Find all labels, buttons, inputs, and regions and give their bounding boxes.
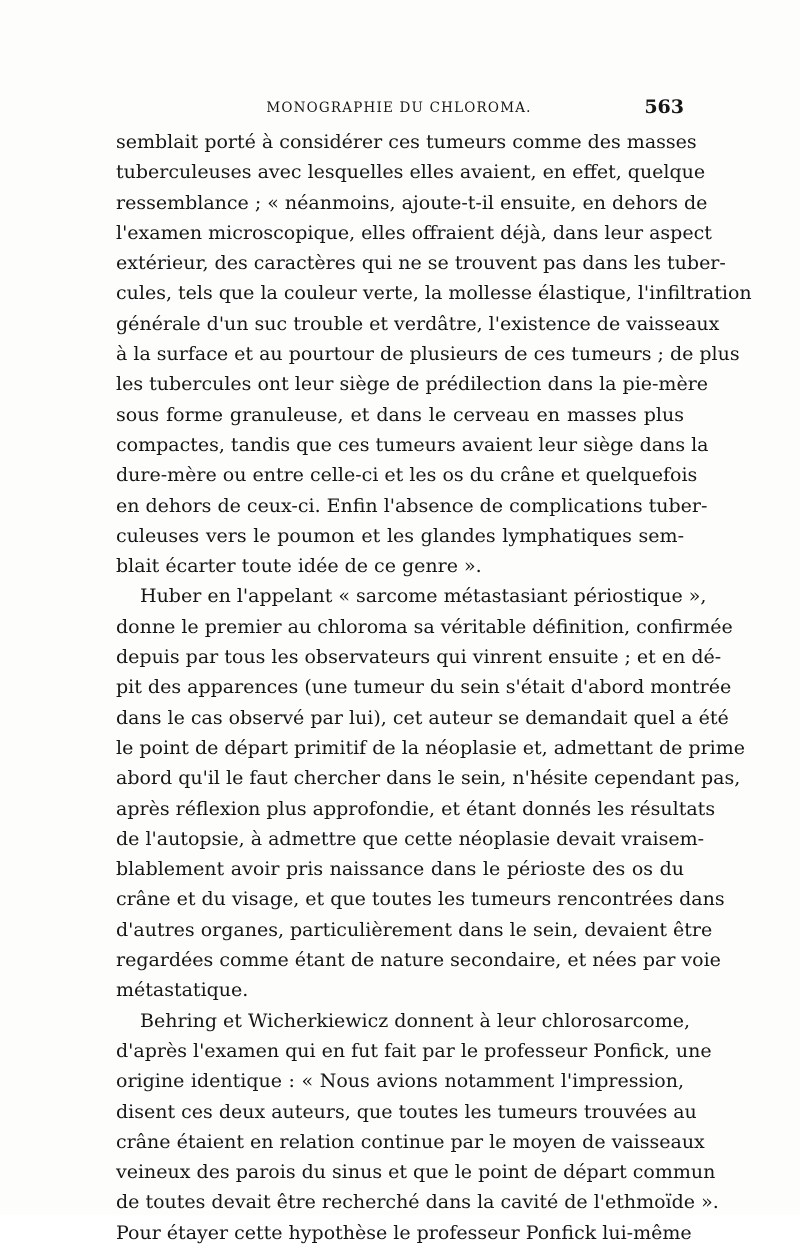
text-line: blablement avoir pris naissance dans le périoste des os du bbox=[116, 858, 684, 881]
text-line: pit des apparences (une tumeur du sein s'était d'abord montrée bbox=[116, 676, 732, 699]
text-line: en dehors de ceux-ci. Enfin l'absence de complications tuber- bbox=[116, 494, 708, 517]
text-line: générale d'un suc trouble et verdâtre, l'existence de vaisseaux bbox=[116, 312, 720, 335]
text-line: depuis par tous les observateurs qui vinrent ensuite ; et en dé- bbox=[116, 646, 722, 669]
text-line: sous forme granuleuse, et dans le cerveau en masses plus bbox=[116, 403, 684, 426]
running-head bbox=[114, 96, 684, 120]
running-title: MONOGRAPHIE DU CHLOROMA. bbox=[266, 100, 532, 116]
text-line: semblait porté à considérer ces tumeurs comme des masses bbox=[116, 131, 697, 153]
text-line: l'examen microscopique, elles offraient déjà, dans leur aspect bbox=[116, 221, 712, 244]
text-line: métastatique. bbox=[116, 979, 249, 1002]
text-line: le point de départ primitif de la néoplasie et, admettant de prime bbox=[116, 736, 745, 759]
text-line: crâne étaient en relation continue par le moyen de vaisseaux bbox=[116, 1130, 705, 1153]
text-line: dure-mère ou entre celle-ci et les os du crâne et quelquefois bbox=[116, 464, 698, 487]
text-line: crâne et du visage, et que toutes les tumeurs rencontrées dans bbox=[116, 888, 725, 911]
page-number: 563 bbox=[644, 96, 684, 118]
text-line: donne le premier au chloroma sa véritable définition, confirmée bbox=[116, 615, 733, 638]
text-line: tuberculeuses avec lesquelles elles avaient, en effet, quelque bbox=[116, 161, 706, 184]
text-line: Pour étayer cette hypothèse le professeur Ponfick lui-même bbox=[116, 1221, 692, 1244]
text-line: d'après l'examen qui en fut fait par le professeur Ponfick, une bbox=[116, 1039, 712, 1062]
text-line: d'autres organes, particulièrement dans le sein, devaient être bbox=[116, 918, 713, 941]
text-line: compactes, tandis que ces tumeurs avaient leur siège dans la bbox=[116, 433, 709, 456]
text-line: ressemblance ; « néanmoins, ajoute-t-il ensuite, en dehors de bbox=[116, 191, 708, 214]
text-line: Huber en l'appelant « sarcome métastasiant périostique », bbox=[140, 585, 707, 608]
text-line: de toutes devait être recherché dans la cavité de l'ethmoïde ». bbox=[116, 1191, 719, 1214]
text-line: Behring et Wicherkiewicz donnent à leur chlorosarcome, bbox=[140, 1009, 691, 1032]
text-line: veineux des parois du sinus et que le point de départ commun bbox=[116, 1161, 716, 1184]
text-line: extérieur, des caractères qui ne se trouvent pas dans les tuber- bbox=[116, 252, 726, 275]
body-text bbox=[116, 127, 752, 1248]
text-line: les tubercules ont leur siège de prédilection dans la pie-mère bbox=[116, 373, 709, 396]
text-line: abord qu'il le faut chercher dans le sein, n'hésite cependant pas, bbox=[116, 767, 741, 790]
text-line: dans le cas observé par lui), cet auteur se demandait quel a été bbox=[116, 706, 729, 729]
text-line: origine identique : « Nous avions notamment l'impression, bbox=[116, 1070, 684, 1093]
text-line: après réflexion plus approfondie, et étant donnés les résultats bbox=[116, 797, 716, 820]
text-line: de l'autopsie, à admettre que cette néoplasie devait vraisem- bbox=[116, 827, 705, 850]
text-line: regardées comme étant de nature secondaire, et nées par voie bbox=[116, 949, 721, 972]
text-line: culeuses vers le poumon et les glandes lymphatiques sem- bbox=[116, 524, 684, 547]
text-line: cules, tels que la couleur verte, la mollesse élastique, l'infiltration bbox=[116, 282, 752, 305]
text-line: disent ces deux auteurs, que toutes les tumeurs trouvées au bbox=[116, 1100, 697, 1123]
text-line: à la surface et au pourtour de plusieurs de ces tumeurs ; de plus bbox=[116, 343, 740, 366]
text-line: blait écarter toute idée de ce genre ». bbox=[116, 555, 482, 578]
